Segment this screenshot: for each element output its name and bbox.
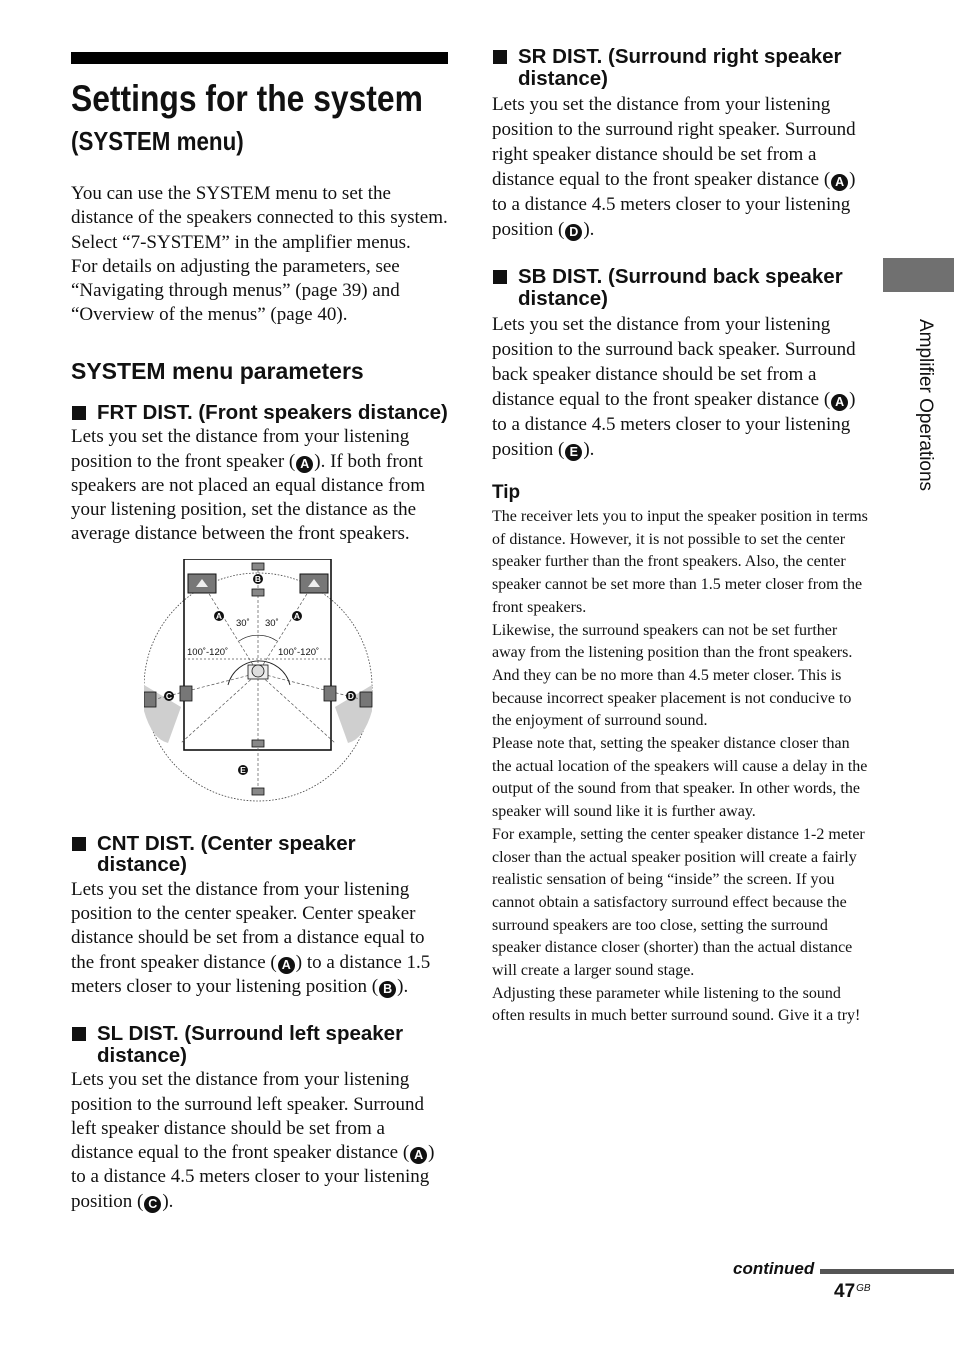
marker-a-icon: A: [831, 174, 848, 191]
section-label-text: Amplifier Operations: [915, 318, 936, 492]
bullet-square: [72, 406, 86, 420]
sl-text: ).: [162, 1190, 174, 1212]
tip-heading: Tip: [492, 482, 521, 503]
tip-paragraph: Please note that, setting the speaker distance closer than the actual location of the speakers will cause a delay in the output of the sound from that speaker. In other words, the speaker will sound like it is further away.: [492, 735, 868, 821]
angle-label: 30˚: [265, 617, 279, 629]
marker-e-icon: E: [565, 444, 582, 461]
tip-paragraph: Adjusting these parameter while listening to the sound often results in much better surround sound. Give it a try!: [492, 984, 861, 1025]
sr-text: Lets you set the distance from your listening position to the surround right speaker. Surround right speaker distance should be set from a distance equal to the front speaker distance (: [492, 94, 856, 190]
continued-rule: [820, 1269, 954, 1274]
marker-b-icon: B: [379, 981, 396, 998]
intro: [71, 182, 448, 328]
sb-heading: [492, 266, 868, 309]
center-speaker-icon: [252, 589, 264, 596]
sb-heading-text: SB DIST. (Surround back speaker distance): [518, 265, 843, 310]
sb-body: [492, 312, 868, 462]
left-column: [71, 52, 448, 1214]
intro-paragraph: For details on adjusting the parameters, see “Navigating through menus” (page 39) and “Overview of the menus” (page 40).: [71, 255, 400, 326]
marker-a-icon: A: [296, 456, 313, 473]
sl-heading: [71, 1023, 448, 1066]
section-label: [905, 305, 935, 505]
tip-paragraph: The receiver lets you to input the speaker position in terms of distance. However, it is not possible to set the center speaker further than the front speakers. Also, the center speaker cannot be set more than 1.5 meter closer from the front speakers.: [492, 508, 868, 616]
diagram-marker-d: D: [347, 690, 355, 701]
surround-right-speaker-icon: [324, 686, 336, 701]
bullet-square: [493, 50, 507, 64]
cnt-text: ) to a distance 1.5 meters closer to your listening position (: [71, 951, 431, 997]
page-number: [834, 1281, 871, 1303]
frt-heading: [71, 402, 448, 424]
diagram-marker-b: B: [254, 573, 262, 584]
center-speaker-icon: [252, 563, 264, 570]
cnt-body: [71, 878, 448, 999]
sl-heading-text: SL DIST. (Surround left speaker distance): [97, 1022, 404, 1067]
continued-text: continued: [733, 1259, 815, 1278]
sl-text: ) to a distance 4.5 meters closer to your listening position (: [71, 1142, 435, 1212]
sl-text: Lets you set the distance from your listening position to the surround left speaker. Surround left speaker distance should be set from a distance equal to the front speaker distance (: [71, 1069, 425, 1164]
tip-body: [492, 506, 868, 1028]
sb-text: Lets you set the distance from your listening position to the surround back speaker. Surround back speaker distance should be set from a distance equal to the front speaker distance (: [492, 314, 856, 410]
tip-paragraph: For example, setting the center speaker distance 1-2 meter closer than the actual speaker position will create a fairly realistic sensation of being “inside” the screen. If you cannot obtain a satisfactory surround effect because the surround speakers are too close, setting the surround speaker distance closer (shorter) than the actual distance will create a larger sound stage.: [492, 825, 865, 980]
section-tab: [883, 258, 954, 292]
intro-paragraph: You can use the SYSTEM menu to set the distance of the speakers connected to this system.: [71, 183, 448, 229]
bullet-square: [72, 1027, 86, 1041]
bullet-square: [493, 270, 507, 284]
diagram-marker-a: A: [215, 610, 223, 621]
frt-heading-text: FRT DIST. (Front speakers distance): [97, 400, 448, 424]
cnt-text: Lets you set the distance from your listening position to the center speaker. Center speaker distance should be set from a distance equal to the front speaker distance (: [71, 878, 425, 973]
surround-right-speaker-icon: [360, 692, 372, 707]
speaker-placement-diagram: [144, 559, 384, 809]
diagram-marker-e: E: [240, 764, 246, 775]
page-suffix: GB: [856, 1283, 871, 1294]
intro-paragraph: Select “7-SYSTEM” in the amplifier menus.: [71, 231, 411, 253]
marker-d-icon: D: [565, 224, 582, 241]
range-label: 100˚-120˚: [278, 646, 320, 658]
frt-body: [71, 425, 448, 546]
marker-c-icon: C: [144, 1196, 161, 1213]
sr-heading-text: SR DIST. (Surround right speaker distance): [518, 45, 842, 90]
page-title: Settings for the system: [71, 78, 423, 119]
params-heading: SYSTEM menu parameters: [71, 357, 364, 384]
sl-body: [71, 1068, 448, 1214]
title-rule: [71, 52, 448, 64]
continued-note: [733, 1259, 814, 1279]
marker-a-icon: A: [278, 957, 295, 974]
sr-text: ) to a distance 4.5 meters closer to your listening position (: [492, 169, 856, 240]
cnt-heading: [71, 833, 448, 876]
surround-left-speaker-icon: [144, 692, 156, 707]
cnt-heading-text: CNT DIST. (Center speaker distance): [97, 831, 356, 877]
diagram-marker-c: C: [165, 690, 173, 701]
marker-a-icon: A: [831, 394, 848, 411]
angle-label: 30˚: [236, 617, 250, 629]
cnt-text: ).: [397, 975, 409, 997]
page-subtitle: (SYSTEM menu): [71, 126, 244, 156]
marker-a-icon: A: [410, 1147, 427, 1164]
tip-paragraph: Likewise, the surround speakers can not be set further away from the listening position than the front speakers. And they can be no more than 4.5 meter closer. This is because incorrect speaker placement is not conducive to the enjoyment of surround sound.: [492, 621, 853, 730]
surround-left-speaker-icon: [180, 686, 192, 701]
right-column: [492, 46, 868, 1028]
sb-text: ).: [583, 439, 595, 460]
frt-text: ). If both front speakers are not placed an equal distance from your listening position, set the distance as the average distance between the front speakers.: [71, 450, 425, 545]
sr-heading: [492, 46, 868, 89]
surround-back-speaker-icon: [252, 788, 264, 795]
bullet-square: [72, 837, 86, 851]
frt-text: Lets you set the distance from your listening position to the front speaker (: [71, 426, 410, 472]
surround-back-speaker-icon: [252, 740, 264, 747]
listener-icon: [248, 665, 268, 679]
diagram-marker-a: A: [293, 610, 301, 621]
page-number-text: 47: [834, 1281, 856, 1302]
sb-text: ) to a distance 4.5 meters closer to your listening position (: [492, 389, 856, 460]
sr-body: [492, 92, 868, 242]
sr-text: ).: [583, 219, 595, 240]
range-label: 100˚-120˚: [187, 646, 229, 658]
